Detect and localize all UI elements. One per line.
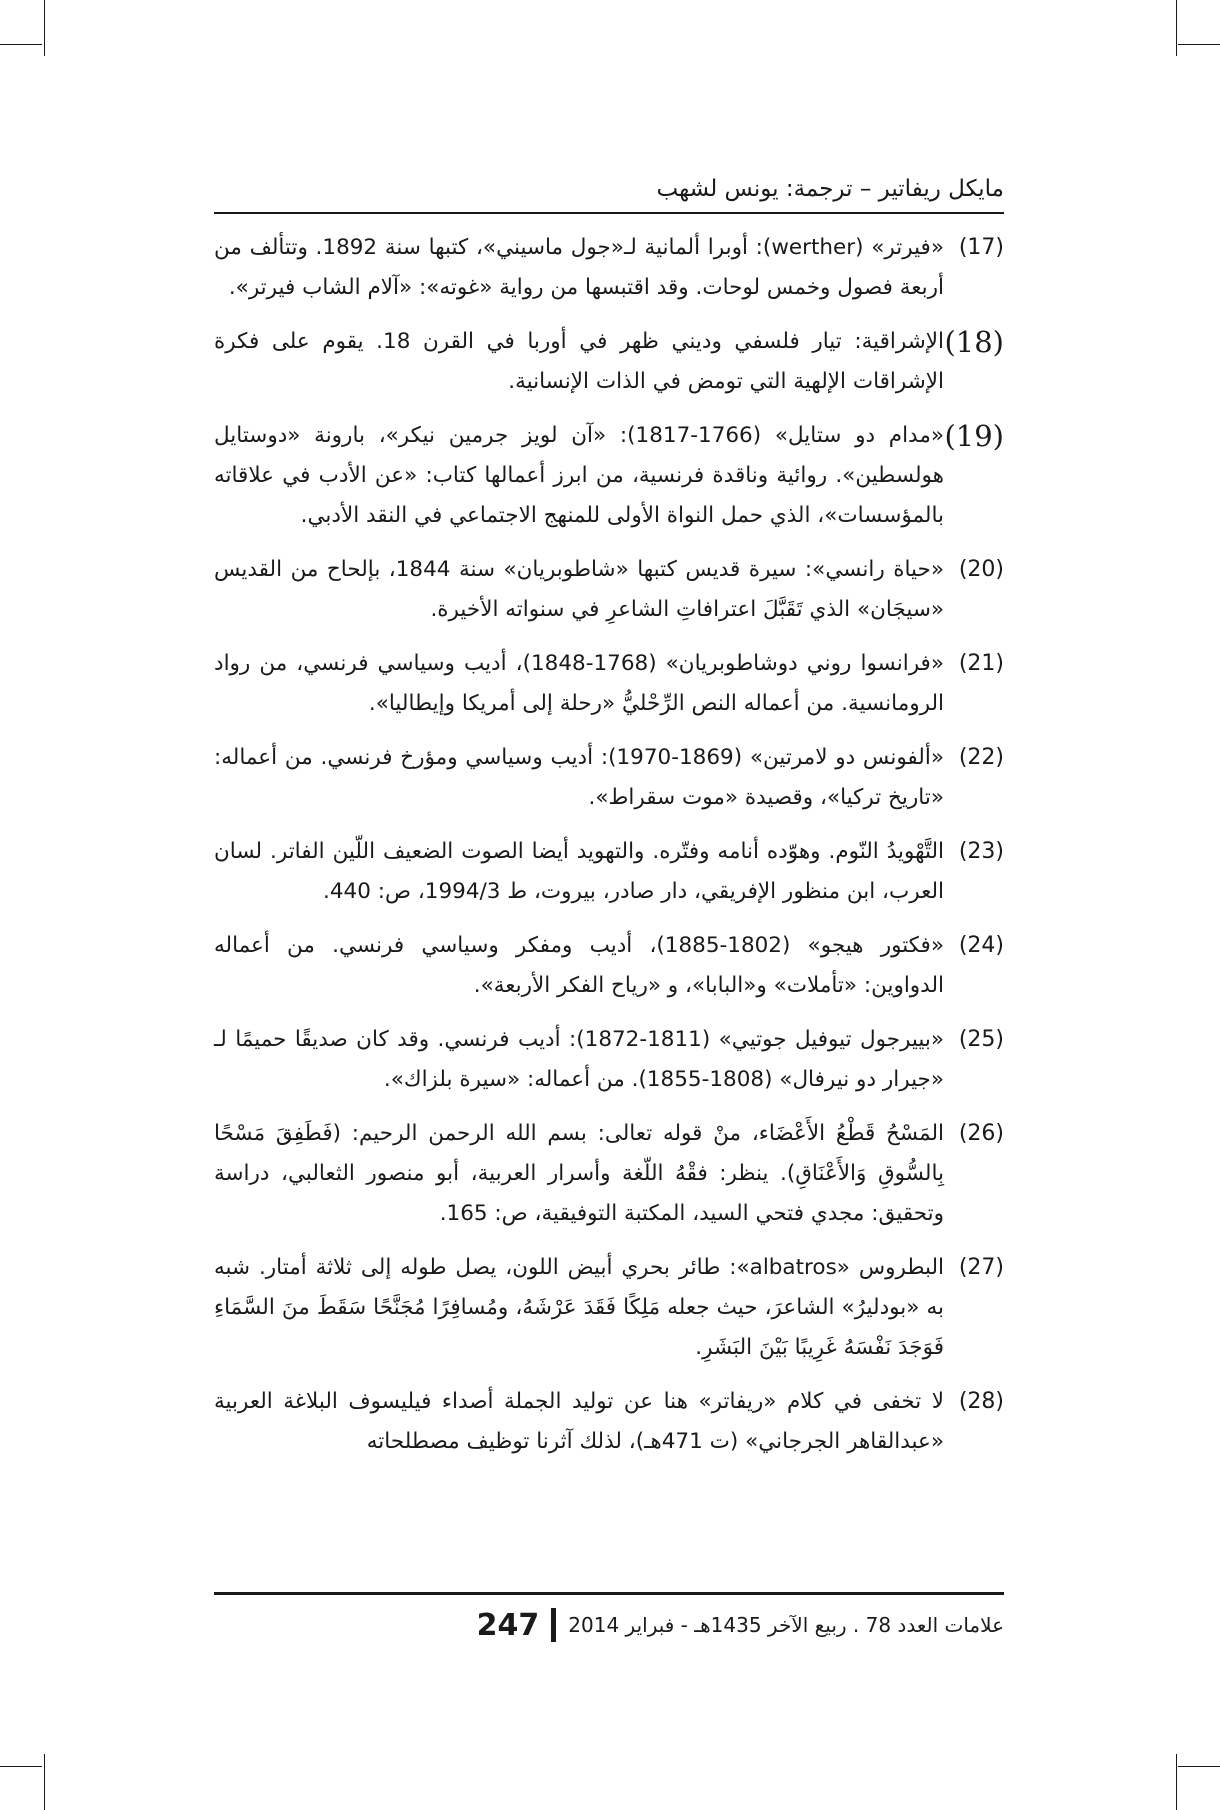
endnote-number: (25) <box>958 1027 1004 1052</box>
endnote-text: «فكتور هيجو» (1802-1885)، أديب ومفكر وسياسي فرنسي. من أعماله الدواوين: «تأملات» و«البابا»، و «رياح الفكر الأربعة». <box>214 933 944 998</box>
crop-mark <box>44 1754 45 1810</box>
endnote <box>214 644 1004 724</box>
endnote-number: (26) <box>958 1121 1004 1146</box>
page-body <box>214 172 1004 1476</box>
crop-mark <box>0 1766 42 1767</box>
endnote <box>214 926 1004 1006</box>
crop-mark <box>1176 1754 1177 1810</box>
endnote <box>214 1020 1004 1100</box>
journal-issue: علامات العدد 78 . ربيع الآخر 1435هـ - فبراير 2014 <box>568 1613 1004 1637</box>
endnote <box>214 550 1004 630</box>
page-footer <box>214 1592 1004 1645</box>
endnote-number: (17) <box>958 235 1004 260</box>
footer-rule <box>214 1592 1004 1595</box>
endnote-number: (27) <box>958 1255 1004 1280</box>
endnote <box>214 1382 1004 1462</box>
endnote <box>214 1248 1004 1368</box>
endnote <box>214 1114 1004 1234</box>
endnote-text: الإشراقية: تيار فلسفي وديني ظهر في أوربا في القرن 18. يقوم على فكرة الإشراقات الإلهية التي تومض في الذات الإنسانية. <box>214 329 944 394</box>
endnote <box>214 738 1004 818</box>
endnote-text: البطروس «albatros»: طائر بحري أبيض اللون، يصل طوله إلى ثلاثة أمتار. شبه به «بودليرُ» الشاعرَ، حيث جعله مَلِكًا فَقَدَ عَرْشَهُ، ومُسافِرًا مُجَنَّحًا سَقَطَ منَ السَّمَاءِ فَوَجَدَ نَفْسَهُ غَرِيبًا بَيْنَ البَشَرِ. <box>214 1255 944 1360</box>
crop-mark <box>1178 44 1220 45</box>
crop-mark <box>0 44 42 45</box>
footer-row <box>214 1605 1004 1645</box>
endnote <box>214 322 1004 402</box>
endnote-number: (24) <box>958 933 1004 958</box>
endnote-number: (20) <box>958 557 1004 582</box>
endnote <box>214 228 1004 308</box>
endnote-text: «ألفونس دو لامرتين» (1869-1970): أديب وسياسي ومؤرخ فرنسي. من أعماله: «تاريخ تركيا»، وقصيدة «موت سقراط». <box>214 745 944 810</box>
endnote <box>214 832 1004 912</box>
endnote-text: «بييرجول تيوفيل جوتيي» (1811-1872): أديب فرنسي. وقد كان صديقًا حميمًا لـ «جيرار دو نيرفال» (1808-1855). من أعماله: «سيرة بلزاك». <box>214 1027 944 1092</box>
endnote <box>214 416 1004 536</box>
endnote-text: «مدام دو ستايل» (1766-1817): «آن لويز جرمين نيكر»، بارونة «دوستايل هولسطين». روائية وناقدة فرنسية، من ابرز أعمالها كتاب: «عن الأدب في علاقاته بالمؤسسات»، الذي حمل النواة الأولى للمنهج الاجتماعي في النقد الأدبي. <box>214 423 944 528</box>
endnote-text: «فرانسوا روني دوشاطوبريان» (1768-1848)، أديب وسياسي فرنسي، من رواد الرومانسية. من أعماله النص الرِّحْليُّ «رحلة إلى أمريكا وإيطاليا». <box>214 651 944 716</box>
crop-mark <box>1176 0 1177 56</box>
page-number: 247 <box>476 1607 540 1643</box>
endnote-number: (28) <box>958 1389 1004 1414</box>
endnote-text: «حياة رانسي»: سيرة قديس كتبها «شاطوبريان» سنة 1844، بإلحاح من القديس «سيجَان» الذي تَقَبَّلَ اعترافاتِ الشاعرِ في سنواته الأخيرة. <box>214 557 944 622</box>
endnote-text: «فيرتر» (werther): أوبرا ألمانية لـ«جول ماسيني»، كتبها سنة 1892. وتتألف من أربعة فصول وخمس لوحات. وقد اقتبسها من رواية «غوته»: «آلام الشاب فيرتر». <box>214 235 944 300</box>
running-head: مايكل ريفاتير – ترجمة: يونس لشهب <box>656 176 1004 202</box>
header-rule <box>214 212 1004 214</box>
endnote-text: لا تخفى في كلام «ريفاتر» هنا عن توليد الجملة أصداء فيليسوف البلاغة العربية «عبدالقاهر الجرجاني» (ت 471هـ)، لذلك آثرنا توظيف مصطلحاته <box>214 1389 944 1454</box>
crop-mark <box>1178 1766 1220 1767</box>
endnote-number: (23) <box>958 839 1004 864</box>
crop-mark <box>44 0 45 56</box>
endnote-number: (21) <box>958 651 1004 676</box>
endnote-number: (18) <box>944 325 1004 359</box>
footer-separator <box>551 1608 556 1642</box>
endnote-number: (19) <box>944 419 1004 453</box>
endnote-number: (22) <box>958 745 1004 770</box>
endnote-text: التَّهْويدُ النّوم. وهوّده أنامه وفتّره. والتهويد أيضا الصوت الضعيف اللّين الفاتر. لسان العرب، ابن منظور الإفريقي، دار صادر، بيروت، ط 1994/3، ص: 440. <box>214 839 944 904</box>
endnotes-list <box>214 228 1004 1462</box>
endnote-text: المَسْحُ قَطْعُ الأَعْضَاء، منْ قوله تعالى: بسم الله الرحمن الرحيم: (فَطَفِقَ مَسْحًا بِالسُّوقِ وَالأَعْنَاقِ). ينظر: فقْهُ اللّغة وأسرار العربية، أبو منصور الثعالبي، دراسة وتحقيق: مجدي فتحي السيد، المكتبة التوفيقية، ص: 165. <box>214 1121 944 1226</box>
